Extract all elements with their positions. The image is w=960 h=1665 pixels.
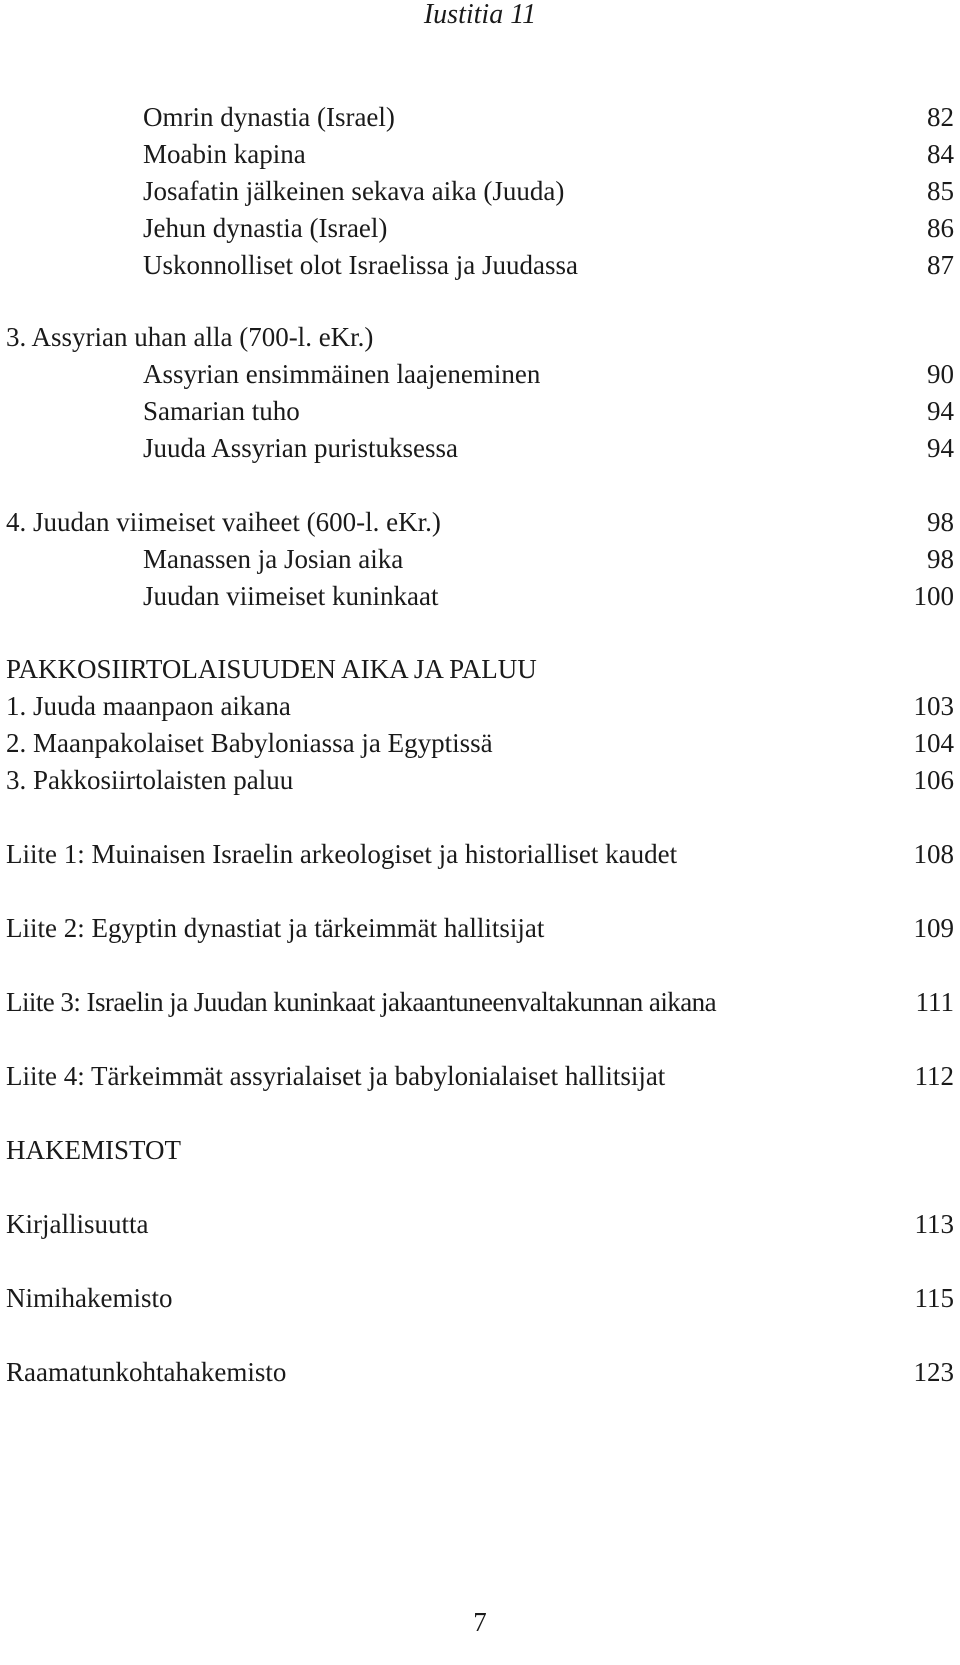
toc-entry-title: Jehun dynastia (Israel) <box>143 213 388 243</box>
toc-entry-page: 98 <box>927 507 954 537</box>
toc-entry-page: 109 <box>913 913 954 943</box>
toc-index-entry <box>6 1207 954 1241</box>
toc-entry-title: Kirjallisuutta <box>6 1209 149 1239</box>
toc-entry-title: Moabin kapina <box>143 139 306 169</box>
toc-entry <box>6 542 954 576</box>
toc-entry-page: 85 <box>927 176 954 206</box>
toc-entry <box>6 211 954 245</box>
toc-entry <box>6 357 954 391</box>
toc-entry-title: 3. Pakkosiirtolaisten paluu <box>6 765 294 795</box>
toc-entry-title: Juuda Assyrian puristuksessa <box>143 433 458 463</box>
toc-entry-page: 112 <box>914 1061 954 1091</box>
toc-section-heading <box>6 505 954 539</box>
toc-part-heading <box>6 1133 954 1167</box>
toc-entry-title: HAKEMISTOT <box>6 1135 181 1165</box>
toc-entry-title: Manassen ja Josian aika <box>143 544 404 574</box>
toc-appendix-entry <box>6 911 954 945</box>
toc-entry-title: 2. Maanpakolaiset Babyloniassa ja Egyptissä <box>6 728 493 758</box>
toc-appendix-entry <box>6 1059 954 1093</box>
toc-entry-title: Uskonnolliset olot Israelissa ja Juudassa <box>143 250 578 280</box>
toc-entry-page: 113 <box>914 1209 954 1239</box>
toc-entry-title: Raamatunkohtahakemisto <box>6 1357 287 1387</box>
toc-entry-page: 104 <box>913 728 954 758</box>
toc-entry-page: 123 <box>913 1357 954 1387</box>
toc-entry-page: 108 <box>913 839 954 869</box>
toc-entry-page: 106 <box>913 765 954 795</box>
toc-entry-title: 1. Juuda maanpaon aikana <box>6 691 291 721</box>
toc-entry-page: 87 <box>927 250 954 280</box>
toc-entry-title: Liite 2: Egyptin dynastiat ja tärkeimmät hallitsijat <box>6 913 545 943</box>
toc-entry-title: Liite 3: Israelin ja Juudan kuninkaat jakaantuneenvaltakunnan aikana <box>6 987 717 1017</box>
toc-appendix-entry <box>6 837 954 871</box>
page-number: 7 <box>473 1607 487 1637</box>
toc-part-heading <box>6 652 954 686</box>
toc-entry-page: 86 <box>927 213 954 243</box>
toc-entry-page: 94 <box>927 396 954 426</box>
toc-entry-title: Liite 4: Tärkeimmät assyrialaiset ja babylonialaiset hallitsijat <box>6 1061 666 1091</box>
toc-index-entry <box>6 1355 954 1389</box>
toc-entry-title: Juudan viimeiset kuninkaat <box>143 581 439 611</box>
toc-entry <box>6 726 954 760</box>
toc-section-heading <box>6 320 954 354</box>
toc-entry <box>6 394 954 428</box>
toc-entry <box>6 100 954 134</box>
toc-entry-page: 84 <box>927 139 954 169</box>
toc-entry-title: Assyrian ensimmäinen laajeneminen <box>143 359 541 389</box>
toc-entry <box>6 431 954 465</box>
toc-entry-title: Liite 1: Muinaisen Israelin arkeologiset ja historialliset kaudet <box>6 839 678 869</box>
toc-appendix-entry <box>6 985 954 1019</box>
toc-entry <box>6 763 954 797</box>
toc-entry-title: PAKKOSIIRTOLAISUUDEN AIKA JA PALUU <box>6 654 537 684</box>
toc-entry-title: Omrin dynastia (Israel) <box>143 102 395 132</box>
toc-entry-page: 94 <box>927 433 954 463</box>
toc-entry-page: 90 <box>927 359 954 389</box>
running-header: Iustitia 11 <box>423 0 537 30</box>
toc-entry-title: Nimihakemisto <box>6 1283 173 1313</box>
toc-index-entry <box>6 1281 954 1315</box>
toc-entry-title: Josafatin jälkeinen sekava aika (Juuda) <box>143 176 565 206</box>
toc-entry-title: Samarian tuho <box>143 396 300 426</box>
toc-entry <box>6 137 954 171</box>
toc-entry-page: 111 <box>915 987 954 1017</box>
toc-entry <box>6 689 954 723</box>
toc-entry-page: 100 <box>913 581 954 611</box>
toc-entry-title: 4. Juudan viimeiset vaiheet (600-l. eKr.) <box>6 507 441 537</box>
toc-entry <box>6 248 954 282</box>
toc-entry-page: 82 <box>927 102 954 132</box>
toc-entry-title: 3. Assyrian uhan alla (700-l. eKr.) <box>6 322 374 352</box>
toc-entry <box>6 579 954 613</box>
toc-entry-page: 115 <box>914 1283 954 1313</box>
toc-entry-page: 98 <box>927 544 954 574</box>
toc-entry-page: 103 <box>913 691 954 721</box>
toc-entry <box>6 174 954 208</box>
